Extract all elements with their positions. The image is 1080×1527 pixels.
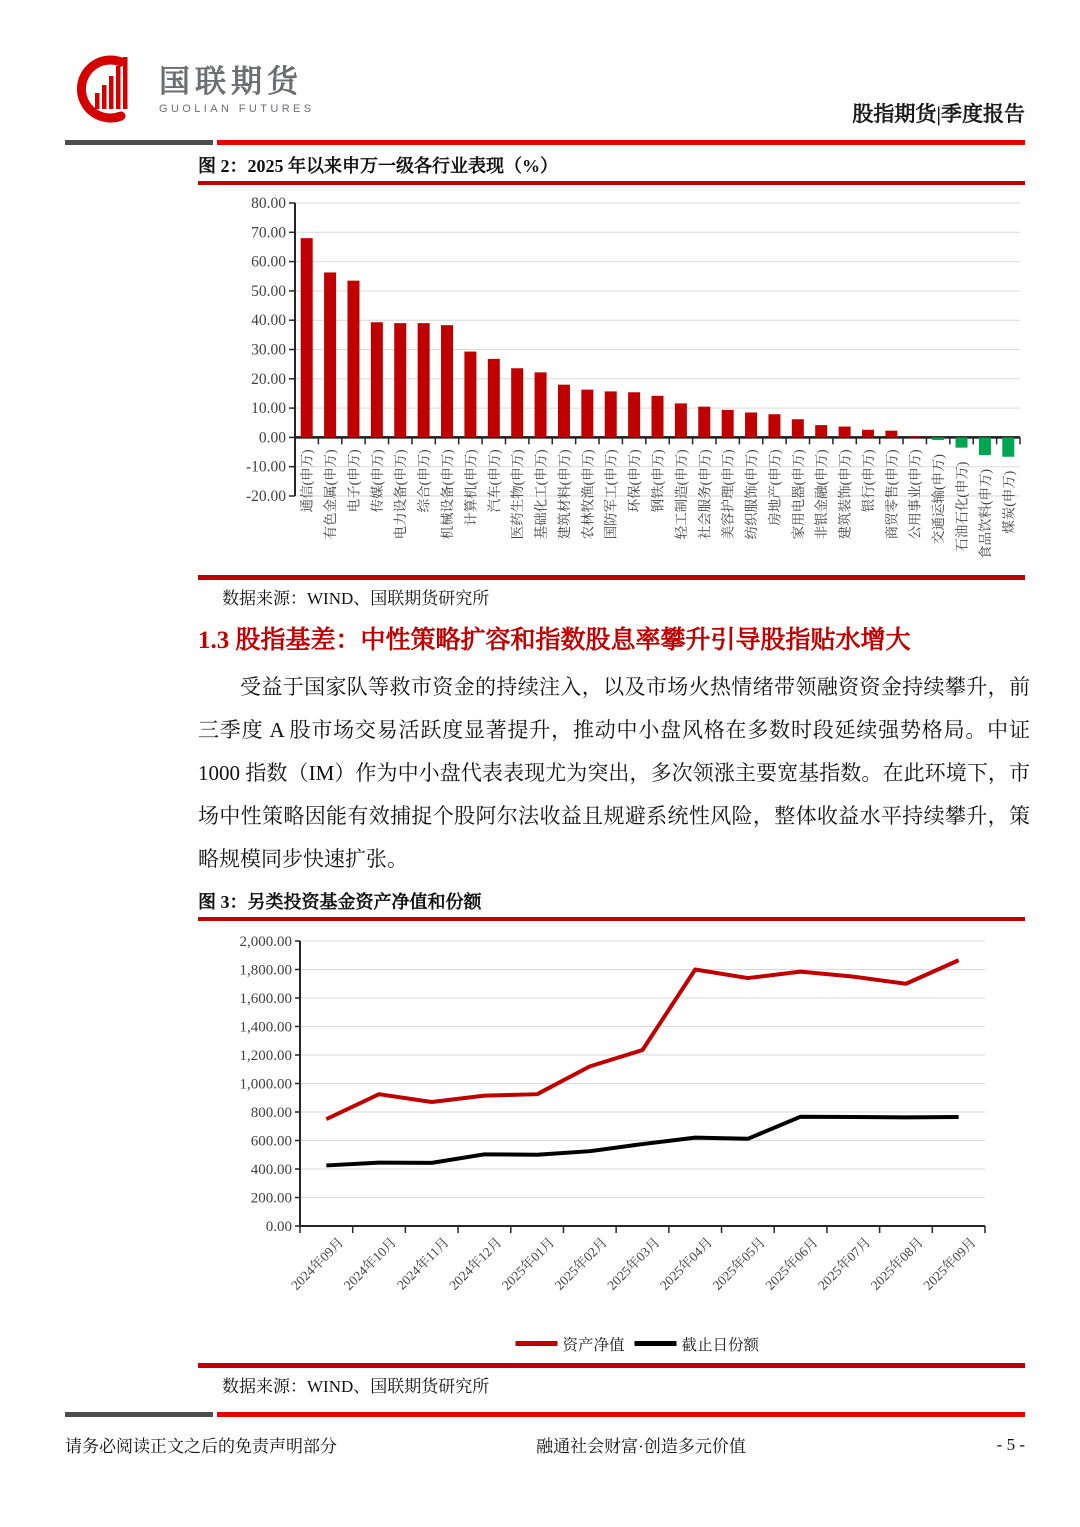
report-type-label: 股指期货|季度报告 [852,102,1025,126]
x-axis-label: 2025年01月 [498,1234,558,1293]
bar [745,412,757,437]
body-paragraph: 受益于国家队等救市资金的持续注入，以及市场火热情绪带领融资资金持续攀升，前三季度 A 股市场交易活跃度显著提升，推动中小盘风格在多数时段延续强势格局。中证 1000 指数（IM）作为中小盘代表表现尤为突出，多次领涨主要宽基指数。在此环境下，市场中性策略因能有效捕捉个股阿尔法收益且规避系统性风险，整体收益水平持续攀升，策略规模同步快速扩张。 [198,675,1030,871]
logo-name-en: GUOLIAN FUTURES [159,102,315,115]
y-tick-label: 1,800.00 [239,962,292,979]
y-tick-label: -10.00 [245,458,286,476]
x-axis-label: 纺织服饰(申万) [744,449,760,540]
figure2-source: 数据来源：WIND、国联期货研究所 [222,589,490,608]
legend-label: 资产净值 [562,1337,625,1354]
y-tick-label: 600.00 [250,1133,292,1150]
x-axis-label: 通信(申万) [299,449,315,513]
series-line-截止日份额 [326,1117,958,1166]
bar [628,392,640,437]
series-line-资产净值 [326,960,958,1119]
x-axis-label: 银行(申万) [860,449,876,513]
x-axis-label: 综合(申万) [416,449,432,513]
x-axis-label: 医药生物(申万) [510,449,526,540]
bar [885,431,897,438]
x-axis-label: 2024年11月 [393,1234,452,1293]
x-axis-label: 汽车(申万) [486,449,502,513]
x-axis-label: 房地产(申万) [767,449,783,526]
separator-red-segment [217,140,1025,145]
y-tick-label: 800.00 [250,1105,292,1121]
bar [511,368,523,437]
footer-slogan: 融通社会财富·创造多元价值 [536,1437,746,1456]
y-tick-label: 80.00 [251,195,286,212]
y-tick-label: 70.00 [251,224,286,242]
bar [581,390,593,438]
bar [324,272,336,437]
x-axis-label: 计算机(申万) [463,449,479,526]
x-axis-label: 石油石化(申万) [954,461,970,552]
y-tick-label: 2,000.00 [239,934,292,950]
line-chart-x-axis-labels [287,1234,978,1293]
footer-separator [65,1412,1025,1417]
x-axis-label: 社会服务(申万) [697,449,713,540]
x-axis-label: 2025年04月 [656,1234,716,1293]
x-axis-label: 美容护理(申万) [720,449,736,540]
page-footer [65,1432,1025,1457]
figure2-block [198,155,1025,610]
x-axis-label: 2025年05月 [709,1234,769,1293]
bar [464,352,476,438]
bar [441,325,453,437]
figure3-caption-rule [198,917,1025,921]
bar [394,323,406,437]
figure3-caption: 图 3：另类投资基金资产净值和份额 [198,892,482,912]
bar [675,403,687,437]
logo-name-cn: 国联期货 [159,64,303,100]
y-tick-label: 60.00 [251,253,286,271]
bar [418,323,430,437]
x-axis-label: 建筑装饰(申万) [837,449,853,540]
bar [558,385,570,438]
x-axis-label: 电力设备(申万) [393,449,409,540]
x-axis-label: 2025年06月 [762,1234,821,1293]
x-axis-label: 钢铁(申万) [650,449,666,513]
legend-label: 截止日份额 [681,1337,760,1354]
y-tick-label: 50.00 [251,282,286,300]
bars-group [301,238,1015,457]
x-axis-label: 商贸零售(申万) [884,449,900,540]
y-tick-label: 200.00 [250,1190,292,1207]
y-tick-label: 10.00 [251,400,286,418]
footer-separator-gray-segment [65,1412,213,1417]
y-tick-label: 1,000.00 [239,1076,292,1093]
x-axis-label: 家用电器(申万) [790,449,806,540]
y-tick-label: 40.00 [251,312,286,330]
footer-page-number: - 5 - [996,1434,1025,1454]
x-axis-label: 基础化工(申万) [533,449,549,540]
bar [371,322,383,437]
industry-performance-bar-chart [198,193,1025,575]
y-tick-label: 1,600.00 [239,991,292,1007]
bar [932,437,944,440]
x-axis-label: 非银金融(申万) [814,449,830,540]
x-axis-label: 传媒(申万) [369,449,385,513]
bar [862,430,874,438]
section-heading: 1.3 股指基差：中性策略扩容和指数股息率攀升引导股指贴水增大 [198,627,911,654]
y-tick-label: 400.00 [250,1162,292,1178]
bar [956,437,968,447]
figure3-block [198,891,1025,1398]
x-axis-label: 2024年10月 [340,1234,400,1293]
bar [347,281,359,438]
company-logo [65,49,315,132]
figure2-caption-rule [198,181,1025,185]
logo-text [159,66,315,115]
page-header [65,52,1025,132]
x-axis-label: 农林牧渔(申万) [580,449,596,540]
line-chart-y-axis-labels [240,934,301,1235]
y-tick-label: 30.00 [251,341,286,359]
bar [909,436,921,437]
y-tick-label: 1,400.00 [239,1019,292,1036]
separator-gray-segment [65,140,213,145]
x-axis-label: 2025年02月 [551,1234,610,1293]
x-axis-label: 国防军工(申万) [603,449,619,540]
x-axis-label: 有色金属(申万) [323,449,339,540]
bar [722,410,734,438]
bar [605,391,617,437]
x-axis-label: 2025年07月 [815,1234,874,1293]
bar [839,427,851,438]
bar [652,396,664,438]
bar [488,359,500,438]
footer-separator-red-segment [217,1412,1025,1417]
x-axis-label: 2025年08月 [867,1234,927,1293]
bar [979,437,991,455]
x-axis-label: 公用事业(申万) [907,449,923,540]
y-tick-label: 1,200.00 [239,1048,292,1064]
legend-swatch [516,1341,558,1346]
x-axis-label: 电子(申万) [346,449,362,513]
x-axis-label: 交通运输(申万) [931,454,947,545]
bar [1002,437,1014,456]
x-axis-label: 机械设备(申万) [440,449,456,540]
line-chart-x-ticks [300,1226,985,1233]
header-separator [65,140,1025,145]
bar [792,419,804,437]
x-axis-label: 环保(申万) [627,449,643,513]
bar [535,372,547,437]
y-tick-label: -20.00 [245,488,286,505]
bar [815,425,827,437]
figure3-source: 数据来源：WIND、国联期货研究所 [222,1377,490,1396]
chart-legend [516,1336,760,1354]
x-axis-label: 2025年09月 [920,1234,979,1293]
y-tick-label: 0.00 [265,1219,292,1235]
bar-chart-x-axis-labels [299,449,1017,559]
x-axis-label: 建筑材料(申万) [556,449,572,540]
x-axis-label: 食品饮料(申万) [977,468,993,559]
x-axis-label: 2025年03月 [604,1234,663,1293]
fund-nav-line-chart [198,929,1025,1363]
y-tick-label: 0.00 [258,429,286,447]
footer-disclaimer: 请务必阅读正文之后的免责声明部分 [65,1437,337,1456]
bar [698,407,710,438]
figure2-caption: 图 2：2025 年以来申万一级各行业表现（%） [198,156,558,176]
logo-flame-icon [65,49,147,132]
x-axis-label: 2024年12月 [446,1234,505,1293]
x-axis-label: 轻工制造(申万) [673,449,689,540]
bar-chart-y-axis-labels [246,195,295,505]
bar [768,414,780,437]
x-axis-label: 煤炭(申万) [1001,470,1017,534]
x-axis-label: 2024年09月 [288,1234,347,1293]
legend-swatch [635,1341,677,1346]
bar [301,238,313,437]
y-tick-label: 20.00 [251,370,286,388]
